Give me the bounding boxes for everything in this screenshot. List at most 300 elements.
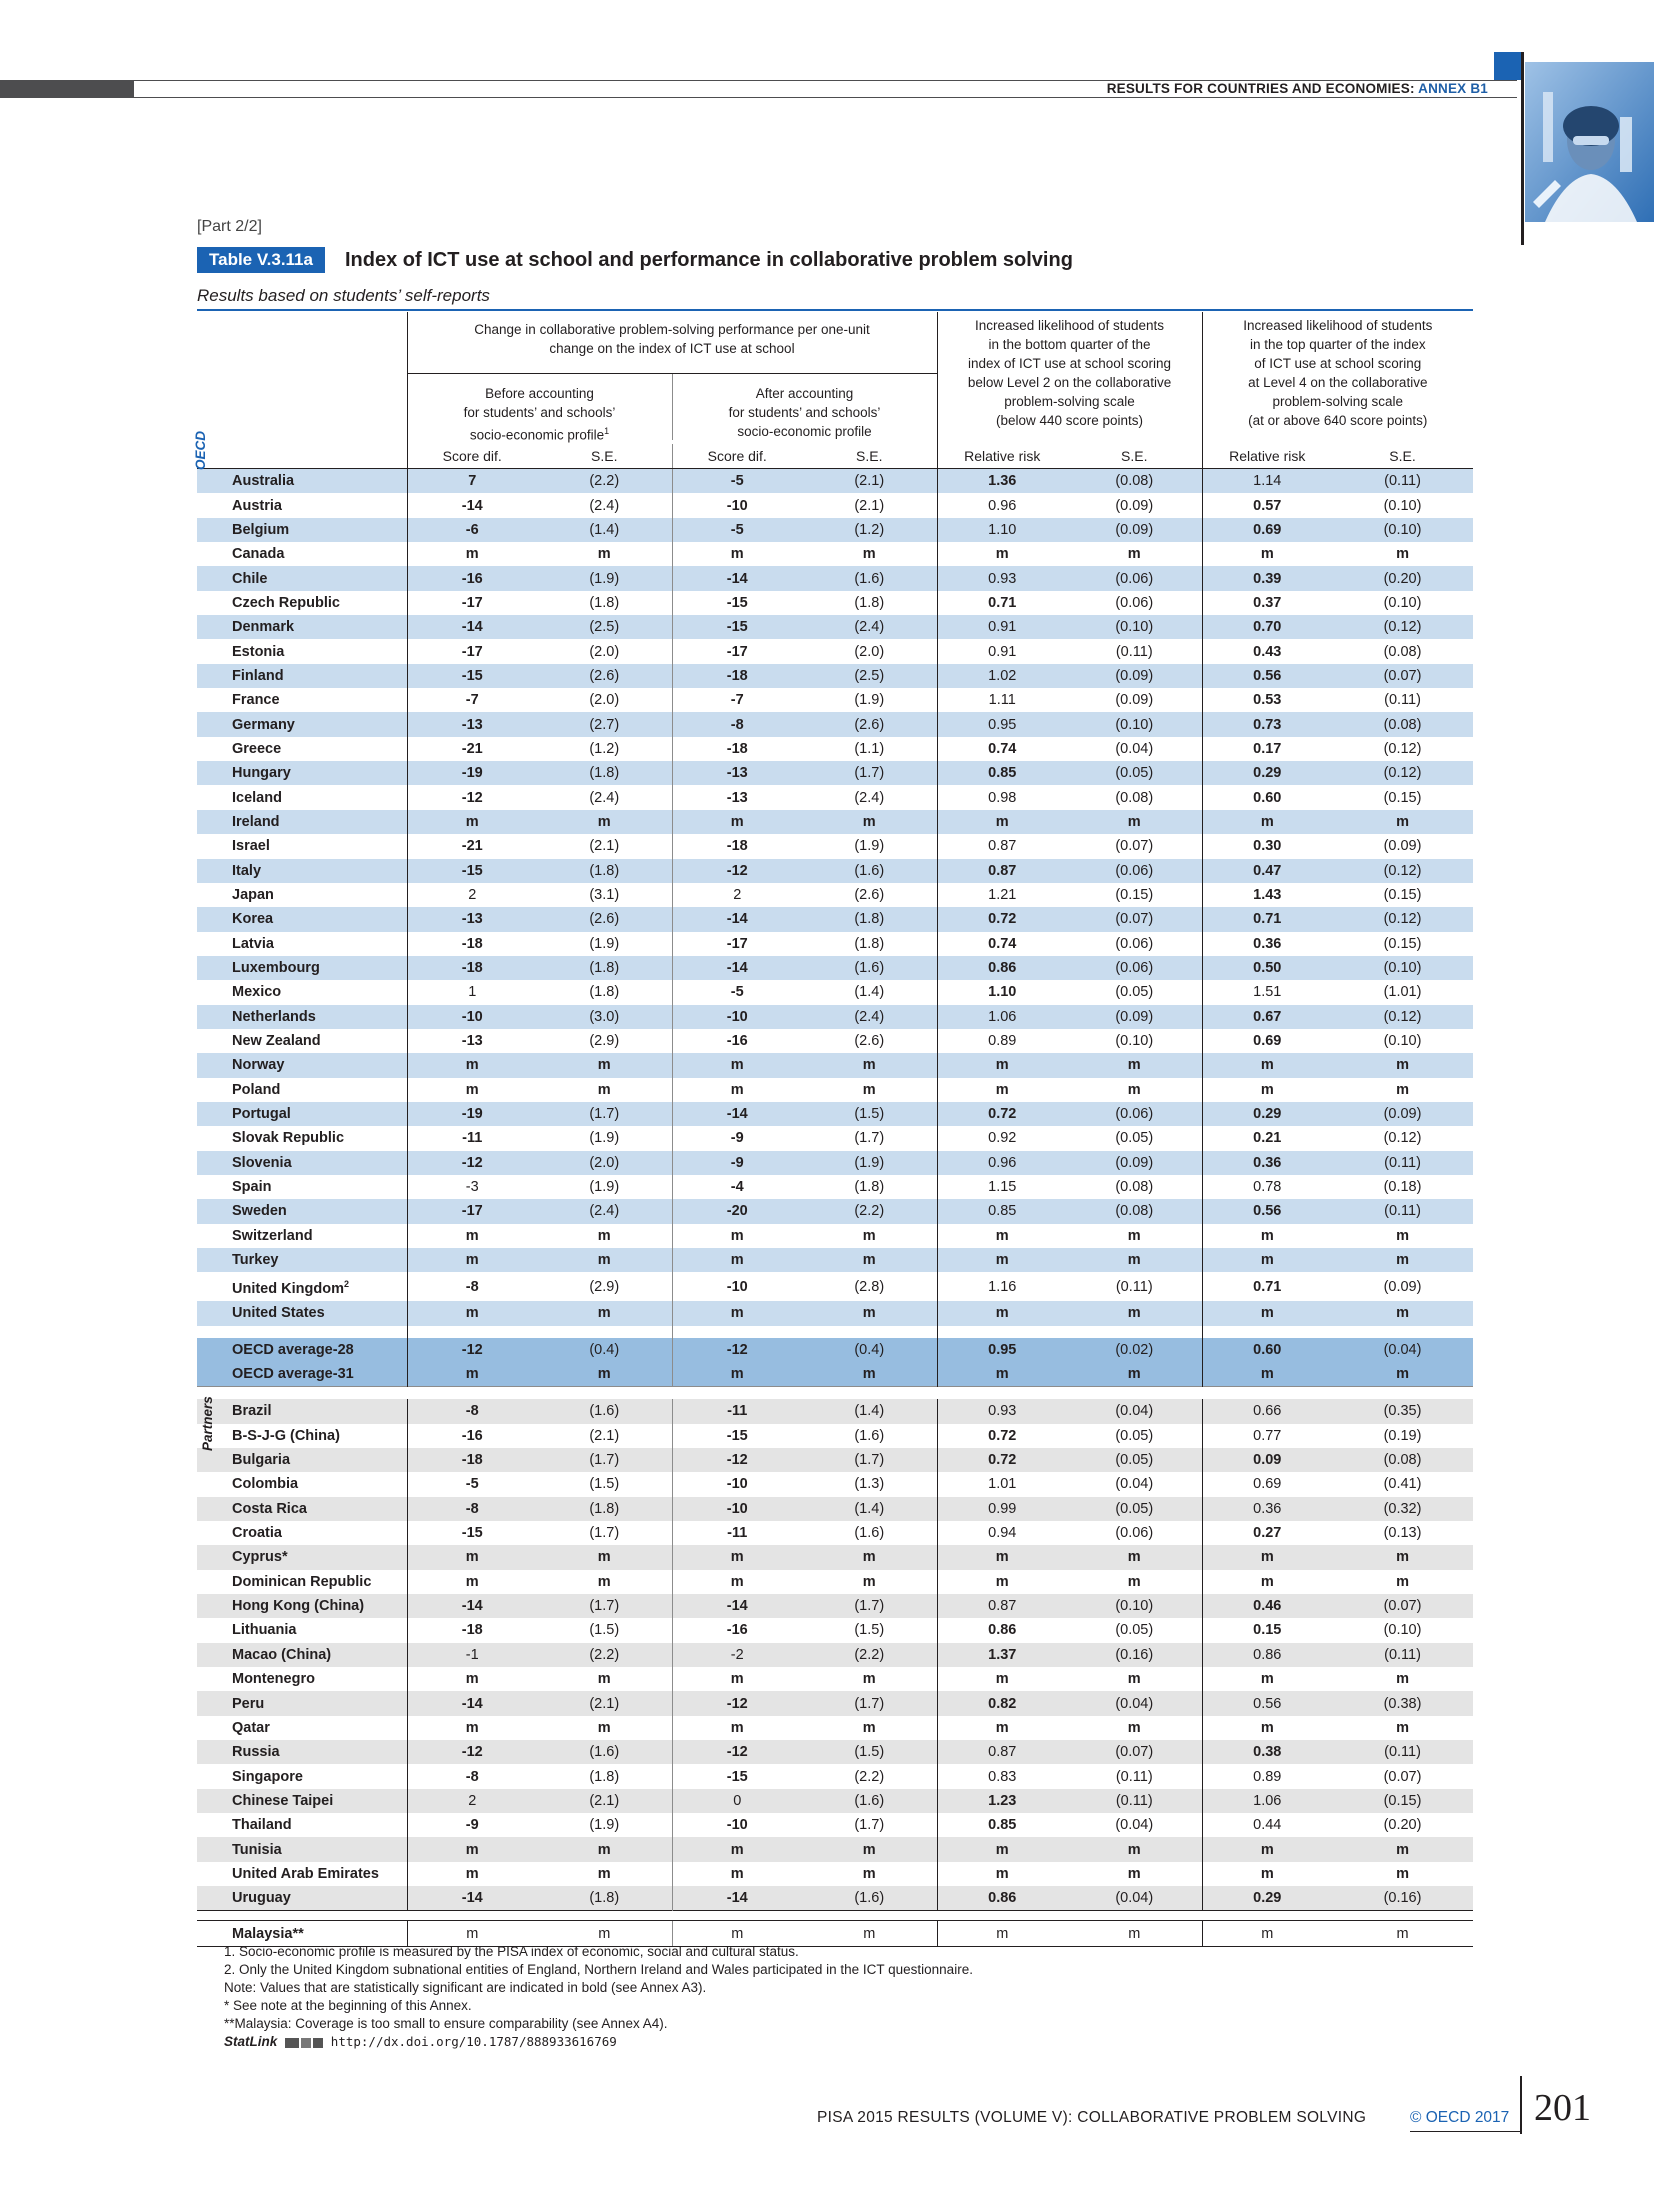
table-cell: m [937,1224,1067,1248]
table-cell: (0.06) [1067,859,1202,883]
table-cell: m [1202,1837,1332,1861]
table-row [197,737,1473,761]
table-cell: m [802,1837,937,1861]
table-cell: m [537,1248,672,1272]
country-name [197,810,407,834]
table-cell: m [407,1301,537,1325]
sub1-line2: for students’ and schools’ [463,405,616,420]
table-cell: (0.15) [1383,887,1422,904]
table-cell: (2.2) [854,1768,885,1785]
country-label: Chile [232,570,268,587]
table-row [197,493,1473,517]
group3-line5: problem-solving scale [1272,394,1404,409]
table-cell: -19 [407,761,537,785]
table-cell: (0.09) [1067,518,1202,542]
country-label: B-S-J-G (China) [232,1427,340,1444]
table-cell: -11 [407,1126,537,1150]
table-cell: 0.74 [937,932,1067,956]
country-label: Iceland [232,789,282,806]
table-cell: 0.93 [937,1399,1067,1423]
country-label: Brazil [232,1403,272,1420]
table-cell: m [1332,1362,1473,1387]
country-name [197,1618,407,1642]
country-name [197,1151,407,1175]
table-cell: -3 [407,1175,537,1199]
table-cell: (0.11) [1115,1278,1153,1295]
table-cell: m [1396,1719,1409,1736]
country-name [197,1691,407,1715]
table-cell: (0.09) [1332,1102,1473,1126]
table-cell: (0.07) [1067,907,1202,931]
table-cell: (0.12) [1383,740,1422,757]
table-cell: 0.37 [1202,591,1332,615]
table-cell: -5 [407,1472,537,1496]
table-cell: (0.09) [1115,497,1154,514]
table-cell: (2.4) [537,1199,672,1223]
table-cell: (2.4) [802,1005,937,1029]
statlink-line [224,2033,973,2051]
table-cell: (0.35) [1332,1399,1473,1423]
table-cell: 0.83 [937,1764,1067,1788]
table-number-badge: Table V.3.11a [197,247,325,273]
sub2-line3: socio-economic profile [737,424,872,439]
country-label: Israel [232,838,270,855]
table-cell: m [1202,1053,1332,1077]
table-cell: (2.2) [802,1643,937,1667]
table-cell: 0.72 [937,1424,1067,1448]
table-row [197,1667,1473,1691]
table-cell: -8 [407,1497,537,1521]
table-cell: (0.05) [1115,1622,1154,1639]
country-label: Poland [232,1081,281,1098]
table-cell: (1.8) [589,1768,620,1785]
table-cell: 1.16 [937,1272,1067,1301]
spacer-row [197,1326,1473,1338]
table-cell: m [537,1837,672,1861]
country-name [197,1472,407,1496]
table-cell: (0.10) [1067,712,1202,736]
table-cell: -18 [672,664,802,688]
table-cell: m [537,810,672,834]
table-cell: m [672,1362,802,1387]
table-cell: m [802,810,937,834]
country-label: Uruguay [232,1890,291,1907]
table-cell: (0.04) [1115,740,1154,757]
table-cell: (0.07) [1067,1740,1202,1764]
table-cell: m [937,1667,1067,1691]
country-name [197,834,407,858]
table-cell: (1.1) [854,740,885,757]
table-cell: 0.46 [1202,1594,1332,1618]
table-cell: (2.5) [537,615,672,639]
table-row [197,1837,1473,1861]
table-cell: (0.15) [1383,935,1422,952]
country-label: New Zealand [232,1033,321,1050]
table-cell: (0.06) [1067,1102,1202,1126]
table-cell: (0.05) [1067,761,1202,785]
table-row [197,785,1473,809]
table-cell: 1.36 [937,469,1067,494]
table-cell: (1.8) [537,1497,672,1521]
table-cell: -11 [672,1399,802,1423]
table-cell: 0.30 [1202,834,1332,858]
table-cell: 0.86 [1202,1643,1332,1667]
table-cell: (0.08) [1067,469,1202,494]
table-cell: -1 [407,1643,537,1667]
country-name [197,1301,407,1325]
table-cell: (1.9) [802,1151,937,1175]
table-cell: 1.06 [1202,1789,1332,1813]
country-name [197,1224,407,1248]
table-cell: -16 [672,1618,802,1642]
country-name [197,1667,407,1691]
country-label: Bulgaria [232,1452,291,1469]
table-row [197,1029,1473,1053]
table-cell: m [937,1248,1067,1272]
country-name [197,1545,407,1569]
data-table [197,312,1473,1947]
footer-rule [1410,2131,1520,2132]
table-row [197,1272,1473,1301]
table-cell: 0.94 [937,1521,1067,1545]
table-cell: (1.7) [537,1448,672,1472]
table-cell: (1.5) [802,1740,937,1764]
table-cell: m [1067,1053,1202,1077]
footer-vertical-rule [1520,2076,1522,2134]
table-cell: (0.32) [1332,1497,1473,1521]
group2-line5: problem-solving scale [1004,394,1135,409]
table-cell: (0.12) [1383,1130,1422,1147]
malaysia-rows [197,1911,1473,1946]
table-cell: (1.5) [802,1102,937,1126]
table-cell: -17 [407,591,537,615]
table-cell: -5 [672,518,802,542]
country-label: Ireland [232,813,280,830]
table-cell: (0.09) [1067,1151,1202,1175]
table-cell: (0.15) [1332,1789,1473,1813]
table-cell: (2.9) [589,1278,620,1295]
header-photo [1525,62,1654,222]
footnote-ref-1: 1 [604,426,610,436]
table-cell: 0.91 [937,639,1067,663]
country-label: Slovenia [232,1154,292,1171]
table-cell: -12 [407,1338,537,1362]
table-row [197,1618,1473,1642]
table-cell: (1.01) [1383,984,1422,1001]
table-cell: m [862,1573,876,1590]
table-cell: (2.4) [854,789,885,806]
table-cell: (0.04) [1115,1476,1154,1493]
table-row [197,859,1473,883]
table-cell: 0.29 [1202,761,1332,785]
table-cell: 0.39 [1202,566,1332,590]
spacer-row [197,1911,1473,1921]
country-name [197,1764,407,1788]
table-cell: (0.05) [1067,1448,1202,1472]
table-cell: m [1332,1837,1473,1861]
table-cell: 0.36 [1202,932,1332,956]
table-cell: (0.10) [1383,1622,1422,1639]
country-name [197,956,407,980]
footer-copyright: © OECD 2017 [1410,2109,1510,2126]
country-label: Mexico [232,984,282,1001]
table-cell: -12 [407,1740,537,1764]
table-cell: 0.72 [937,907,1067,931]
table-row [197,1448,1473,1472]
table-cell: 1.21 [937,883,1067,907]
table-cell: m [407,1862,537,1886]
table-cell: 1.51 [1202,980,1332,1004]
table-row [197,1102,1473,1126]
table-cell: m [407,1716,537,1740]
table-cell: (1.6) [537,1399,672,1423]
table-cell: m [937,1837,1067,1861]
table-cell: (0.04) [1067,1691,1202,1715]
average-row [197,1362,1473,1387]
table-cell: 0.67 [1202,1005,1332,1029]
table-cell: -17 [672,932,802,956]
table-cell: m [537,1301,672,1325]
country-label: Costa Rica [232,1500,307,1517]
table-cell: 0.87 [937,1740,1067,1764]
table-row [197,883,1473,907]
partner-rows [197,1387,1473,1911]
table-cell: -9 [672,1126,802,1150]
table-cell: 0.98 [937,785,1067,809]
table-cell: -2 [672,1643,802,1667]
statlink-icon [285,2036,323,2048]
country-name [197,1570,407,1594]
table-cell: m [802,1248,937,1272]
table-cell: (0.18) [1383,1179,1422,1196]
table-cell: m [862,1227,876,1244]
table-cell: (0.04) [1067,1886,1202,1911]
table-row [197,1570,1473,1594]
country-name [197,1521,407,1545]
table-cell: -20 [672,1199,802,1223]
table-cell: (0.08) [1383,643,1422,660]
group2-line3: index of ICT use at school scoring [967,356,1172,371]
group3-line3: of ICT use at school scoring [1254,356,1422,371]
table-cell: (1.9) [589,1179,620,1196]
statlink-url-link[interactable]: http://dx.doi.org/10.1787/888933616769 [330,2034,617,2049]
table-cell: (0.09) [1067,664,1202,688]
table-cell: (0.07) [1383,1768,1422,1785]
table-cell: 0.69 [1202,518,1332,542]
col-relative-risk-top: Relative risk [1202,444,1332,469]
table-cell: (0.11) [1332,469,1473,494]
table-cell: -12 [672,1740,802,1764]
table-cell: (1.7) [854,1130,885,1147]
table-cell: (1.6) [802,566,937,590]
table-cell: m [597,1081,611,1098]
country-label: United States [232,1305,325,1322]
col-se-after: S.E. [802,444,937,469]
country-name [197,1005,407,1029]
table-cell: 0.71 [1202,1272,1332,1301]
table-cell: m [1202,1224,1332,1248]
table-cell: (2.1) [589,838,620,855]
col-score-dif-after: Score dif. [672,444,802,469]
table-cell: (2.0) [589,643,620,660]
table-cell: (0.11) [1384,692,1421,709]
table-cell: -9 [672,1151,802,1175]
table-cell: (0.20) [1332,566,1473,590]
table-cell: (1.5) [589,1476,620,1493]
header-blue-square [1494,52,1522,80]
table-cell: -16 [407,1424,537,1448]
table-cell: 0.69 [1202,1029,1332,1053]
country-label: Denmark [232,619,295,636]
table-cell: -15 [407,664,537,688]
table-cell: m [672,1862,802,1886]
table-cell: -18 [672,834,802,858]
table-cell: m [407,542,537,566]
table-cell: 0.86 [937,1886,1067,1911]
col-se-top: S.E. [1332,444,1473,469]
table-cell: m [597,1227,611,1244]
table-cell: (0.06) [1115,935,1154,952]
table-cell: (1.8) [537,859,672,883]
country-label: Russia [232,1744,280,1761]
table-cell: (0.08) [1115,1179,1154,1196]
table-cell: m [537,1545,672,1569]
table-cell: (0.16) [1332,1886,1473,1911]
table-cell: (1.7) [802,1594,937,1618]
table-row [197,1151,1473,1175]
table-cell: -8 [407,1272,537,1301]
statlink-label: StatLink [224,2034,278,2049]
table-cell: -7 [672,688,802,712]
table-cell: (0.10) [1332,956,1473,980]
table-cell: (2.0) [589,692,620,709]
table-row [197,1472,1473,1496]
table-cell: -6 [407,518,537,542]
table-row [197,1740,1473,1764]
note-2: 2. Only the United Kingdom subnational entities of England, Northern Ireland and Wales participated in the ICT questionnaire. [224,1962,973,1977]
table-cell: (1.9) [537,566,672,590]
table-cell: m [862,1719,876,1736]
header-before-accounting [408,374,672,443]
table-cell: -15 [672,1424,802,1448]
header-group-top-quarter [1202,312,1473,444]
table-cell: m [1067,1921,1202,1946]
spacer-row [197,1387,1473,1400]
table-row [197,591,1473,615]
table-cell: 0.43 [1202,639,1332,663]
country-label: France [232,692,280,709]
country-name [197,1362,407,1387]
table-cell: (0.12) [1332,615,1473,639]
table-cell: -14 [672,956,802,980]
table-cell: 2 [407,1789,537,1813]
country-name [197,712,407,736]
table-cell: m [802,1301,937,1325]
country-label: Croatia [232,1525,282,1542]
table-row [197,664,1473,688]
table-cell: 0 [672,1789,802,1813]
table-cell: -10 [672,1813,802,1837]
table-cell: (2.1) [802,469,937,494]
table-cell: -8 [407,1399,537,1423]
table-cell: m [937,1921,1067,1946]
table-cell: (2.0) [854,643,885,660]
country-label: Turkey [232,1252,279,1269]
table-cell: m [1127,1719,1141,1736]
table-cell: -18 [407,1448,537,1472]
table-cell: (0.16) [1067,1643,1202,1667]
table-cell: (1.6) [802,1886,937,1911]
table-cell: -14 [672,1102,802,1126]
table-cell: (1.7) [537,1594,672,1618]
table-row [197,1053,1473,1077]
table-cell: -16 [407,566,537,590]
header-vertical-rule [1521,52,1524,245]
table-cell: -14 [407,1691,537,1715]
table-cell: m [1396,1671,1409,1688]
table-cell: (0.38) [1332,1691,1473,1715]
table-cell: (0.19) [1383,1427,1422,1444]
table-row [197,932,1473,956]
table-cell: (0.07) [1115,838,1154,855]
country-label: Estonia [232,643,285,660]
country-name [197,542,407,566]
table-cell: 0.87 [937,859,1067,883]
table-cell: -15 [407,1521,537,1545]
table-cell: (0.06) [1067,566,1202,590]
table-row [197,518,1473,542]
country-name [197,518,407,542]
table-cell: (0.09) [1383,838,1422,855]
table-cell: 0.17 [1202,737,1332,761]
table-cell: -15 [672,615,802,639]
country-label: Latvia [232,935,274,952]
table-cell: 0.15 [1202,1618,1332,1642]
group2-line4: below Level 2 on the collaborative [967,375,1172,390]
table-cell: (0.07) [1332,664,1473,688]
table-row [197,615,1473,639]
group1-line1: Change in collaborative problem-solving performance per one-unit [474,322,870,337]
table-cell: m [1332,810,1473,834]
table-cell: m [802,1362,937,1387]
table-row [197,1424,1473,1448]
table-cell: m [1202,1301,1332,1325]
table-cell: 0.71 [937,591,1067,615]
table-cell: -12 [672,1338,802,1362]
country-label: Tunisia [232,1841,282,1858]
table-cell: -12 [672,1691,802,1715]
partners-group-label: Partners [200,1396,215,1451]
table-cell: -14 [672,566,802,590]
table-cell: m [672,1716,802,1740]
table-cell: 0.74 [937,737,1067,761]
country-label: Malaysia** [232,1925,304,1942]
table-cell: m [937,1862,1067,1886]
table-cell: 0.99 [937,1497,1067,1521]
table-cell: (2.1) [589,1427,620,1444]
table-cell: m [1202,1921,1332,1946]
table-cell: 1.15 [937,1175,1067,1199]
sub2-line2: for students’ and schools’ [728,405,881,420]
table-cell: (0.04) [1067,1399,1202,1423]
table-cell: 0.38 [1202,1740,1332,1764]
table-cell: m [597,1719,611,1736]
group2-line2: in the bottom quarter of the [988,337,1151,352]
table-cell: 0.56 [1202,664,1332,688]
col-relative-risk-bottom: Relative risk [937,444,1067,469]
country-label: Greece [232,740,282,757]
country-label: Dominican Republic [232,1573,372,1590]
